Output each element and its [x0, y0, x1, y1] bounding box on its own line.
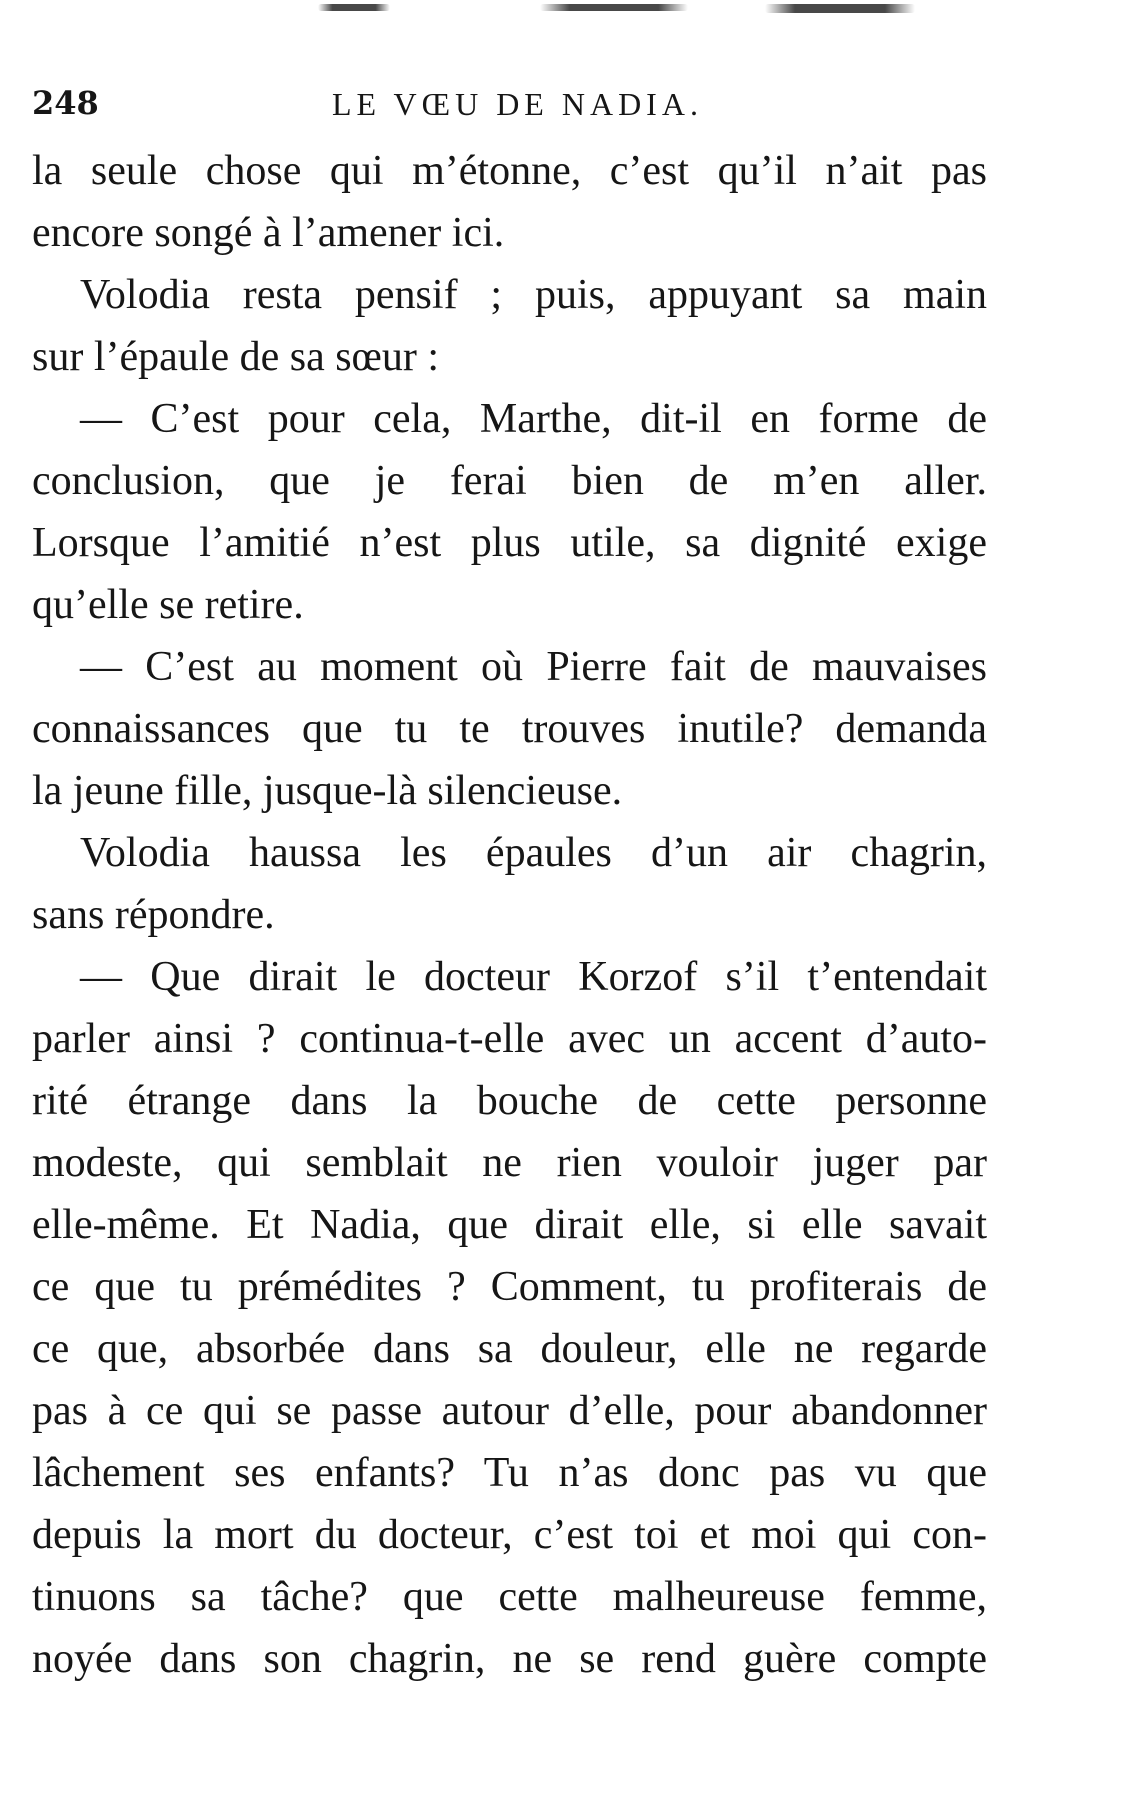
- text-line: depuis la mort du docteur, c’est toi et moi qui con-: [32, 1512, 987, 1558]
- text-line: Volodia haussa les épaules d’un air chagrin,: [80, 830, 987, 876]
- scan-smudge: [765, 4, 915, 13]
- page-header: [32, 84, 987, 134]
- text-line: qu’elle se retire.: [32, 582, 304, 628]
- running-head: LE VŒU DE NADIA.: [332, 86, 703, 122]
- scan-smudge: [540, 4, 688, 11]
- text-line: rité étrange dans la bouche de cette personne: [32, 1078, 987, 1124]
- text-line: la seule chose qui m’étonne, c’est qu’il n’ait pas: [32, 148, 987, 194]
- text-line: sur l’épaule de sa sœur :: [32, 334, 440, 380]
- text-line: sans répondre.: [32, 892, 275, 938]
- text-line: encore songé à l’amener ici.: [32, 210, 505, 256]
- text-line: modeste, qui semblait ne rien vouloir juger par: [32, 1140, 987, 1186]
- text-line: tinuons sa tâche? que cette malheureuse femme,: [32, 1574, 987, 1620]
- text-line: — C’est pour cela, Marthe, dit-il en forme de: [80, 396, 987, 442]
- text-line: connaissances que tu te trouves inutile? demanda: [32, 706, 987, 752]
- text-line: — Que dirait le docteur Korzof s’il t’entendait: [80, 954, 987, 1000]
- page-number: 248: [32, 84, 99, 122]
- text-line: parler ainsi ? continua-t-elle avec un accent d’auto-: [32, 1016, 987, 1062]
- body-text: [32, 140, 987, 1690]
- text-line: — C’est au moment où Pierre fait de mauvaises: [80, 644, 987, 690]
- text-line: pas à ce qui se passe autour d’elle, pour abandonner: [32, 1388, 987, 1434]
- text-line: elle-même. Et Nadia, que dirait elle, si elle savait: [32, 1202, 987, 1248]
- text-line: Volodia resta pensif ; puis, appuyant sa main: [80, 272, 987, 318]
- text-line: noyée dans son chagrin, ne se rend guère compte: [32, 1636, 987, 1682]
- text-line: conclusion, que je ferai bien de m’en aller.: [32, 458, 987, 504]
- text-line: ce que tu prémédites ? Comment, tu profiterais de: [32, 1264, 987, 1310]
- scan-smudge: [318, 4, 390, 11]
- text-line: ce que, absorbée dans sa douleur, elle ne regarde: [32, 1326, 987, 1372]
- text-line: la jeune fille, jusque-là silencieuse.: [32, 768, 623, 814]
- text-line: Lorsque l’amitié n’est plus utile, sa dignité exige: [32, 520, 987, 566]
- text-line: lâchement ses enfants? Tu n’as donc pas vu que: [32, 1450, 987, 1496]
